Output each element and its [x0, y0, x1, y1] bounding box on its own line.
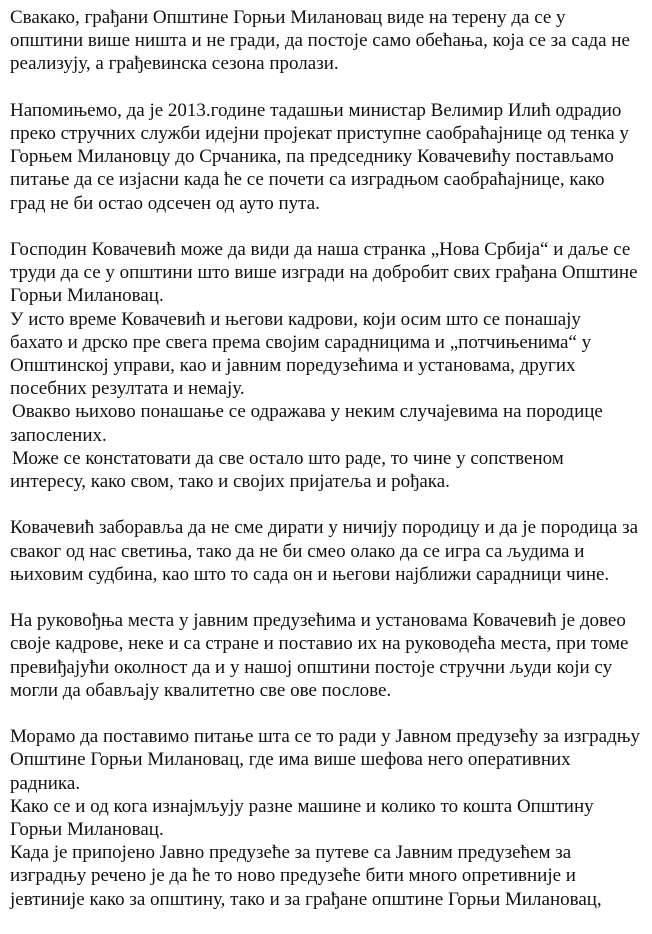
text-line: изградњу речено је да ће то ново предузеће бити много опретивније и — [10, 865, 576, 887]
text-line: Горњи Милановац. — [10, 819, 164, 841]
text-line: сваког од нас светиња, тако да не би смео олако да се игра са људима и — [10, 540, 585, 562]
paragraph — [10, 99, 648, 215]
text-line: интересу, како свом, тако и својих пријатеља и рођака. — [10, 471, 450, 493]
text-line: Овакво њихово понашање се одражава у неким случајевима на породице — [12, 401, 603, 423]
text-line: питање да се изјасни када ће се почети са изградњом саобраћајнице, како — [10, 169, 605, 191]
text-line: труди да се у општини што више изгради на добробит свих грађана Општине — [10, 262, 638, 284]
text-line: њиховим судбина, као што то сада он и његови најближи сарадници чине. — [10, 563, 610, 585]
text-line: Може се констатовати да све остало што раде, то чине у сопственом — [12, 447, 564, 469]
paragraph — [10, 238, 648, 493]
text-line: своје кадрове, неке и са стране и поставио их на руководећа места, при томе — [10, 633, 629, 655]
text-line: посебних резултата и немају. — [10, 378, 245, 400]
document-body — [10, 6, 648, 934]
text-line: У исто време Ковачевић и његови кадрови, који осим што се понашају — [10, 308, 581, 330]
text-line: преко стручних служби идејни пројекат приступне саобраћајнице од тенка у — [10, 123, 629, 144]
text-line: радника. — [10, 772, 81, 794]
text-line: Ковачевић заборавља да не сме дирати у ничију породицу и да је породица за — [10, 517, 639, 539]
text-line: Општине Горњи Милановац, где има више шефова него оперативних — [10, 749, 571, 771]
text-line: могли да обављају квалитетно све ове послове. — [10, 679, 392, 701]
text-line: Када је припојено Јавно предузеће за путеве са Јавним предузећем за — [10, 842, 572, 864]
text-line: Свакако, грађани Општине Горњи Милановац виде на терену да се у — [10, 7, 566, 28]
text-line: бахато и дрско пре свега према својим сарадницима и „потчињенима“ у — [10, 331, 592, 353]
paragraph — [10, 516, 648, 586]
paragraph — [10, 725, 648, 911]
text-line: Како се и од кога изнајмљују разне машине и колико то кошта Општину — [10, 795, 594, 817]
text-line: превиђајући околност да и у нашој општини постоје стручни људи који су — [10, 656, 613, 678]
text-line: јевтиније како за општину, тако и за грађане општине Горњи Милановац, — [10, 888, 602, 910]
text-line: Горњи Милановац. — [10, 285, 164, 307]
text-line: Горњем Милановцу до Срчаника, па председнику Ковачевићу постављамо — [10, 146, 614, 168]
paragraph — [10, 6, 648, 76]
text-line: На руковођња места у јавним предузећима и установама Ковачевић је довео — [10, 610, 626, 632]
text-line: Господин Ковачевић може да види да наша странка „Нова Србија“ и даље се — [10, 239, 631, 260]
text-line: Општинској управи, као и јавним поредузећима и установама, других — [10, 355, 576, 377]
paragraph — [10, 609, 648, 702]
text-line: град не би остао одсечен од ауто пута. — [10, 192, 320, 214]
text-line: Напомињемо, да је 2013.године тадашњи министар Велимир Илић одрадио — [10, 99, 622, 121]
text-line: Морамо да поставимо питање шта се то ради у Јавном предузећу за изградњу — [10, 726, 641, 748]
text-line: општини више ништа и не гради, да постоје само обећања, која се за сада не — [10, 30, 630, 52]
text-line: реализују, а грађевинска сезона пролази. — [10, 53, 339, 75]
text-line: запослених. — [10, 424, 107, 446]
